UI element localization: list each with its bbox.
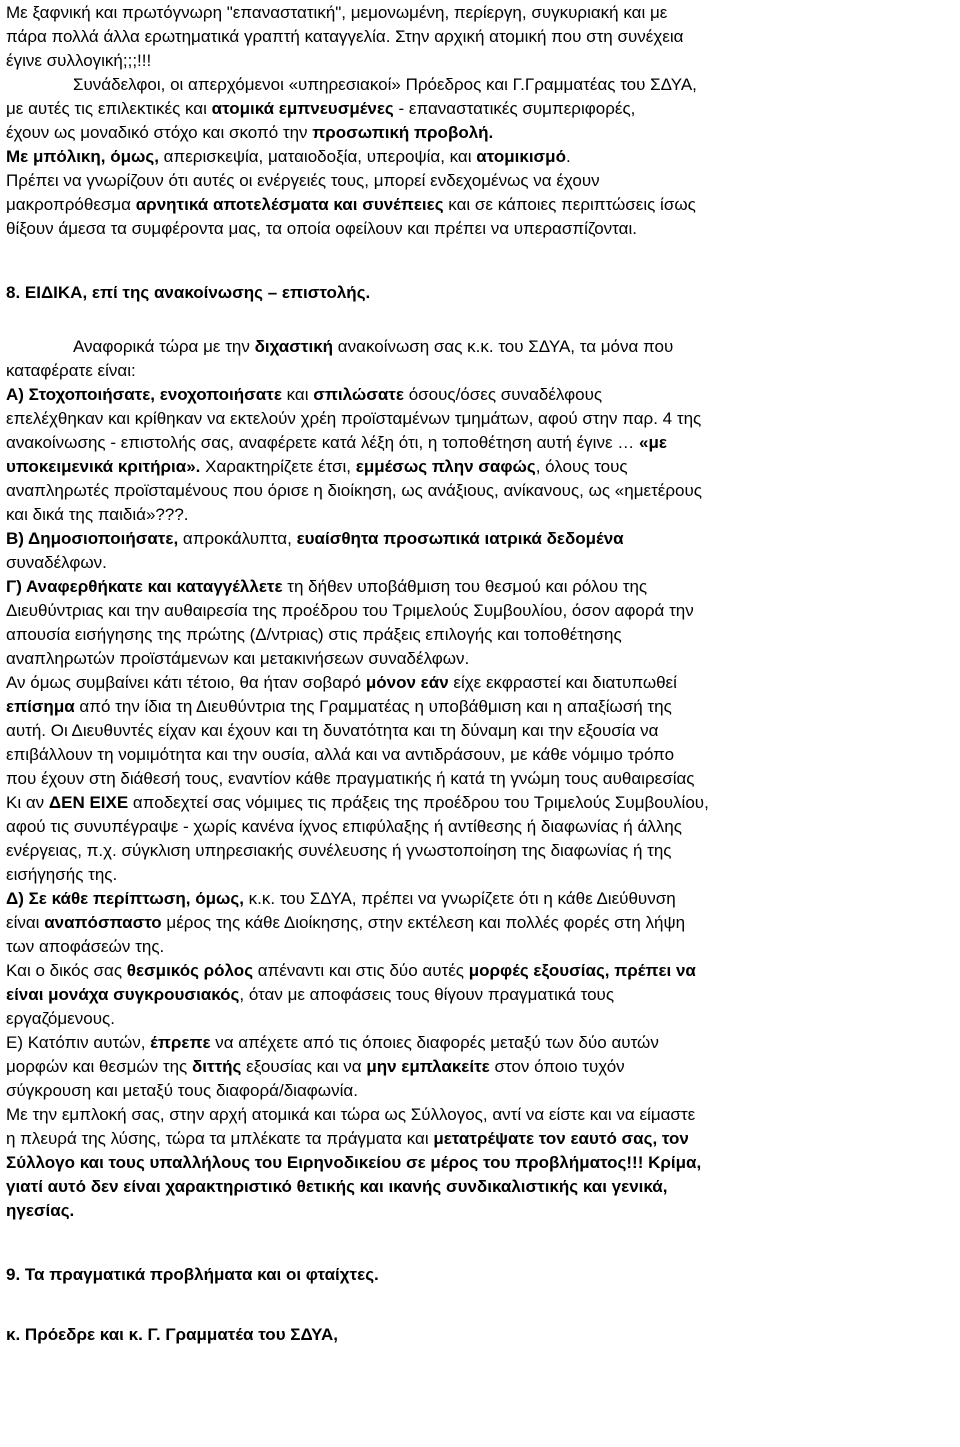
text-line [6,26,683,48]
text-run: σύγκρουση και μεταξύ τους διαφορά/διαφωνία. [6,1081,358,1100]
text-line [6,360,136,382]
text-line [6,170,600,192]
bold-text: Γ) Αναφερθήκατε και καταγγέλλετε [6,577,283,596]
text-run: ανακοίνωση σας κ.κ. του ΣΔΥΑ, τα μόνα που [333,337,674,356]
bold-text: είναι μονάχα συγκρουσιακός [6,985,240,1004]
text-line [6,1324,338,1346]
text-line [6,792,709,814]
text-run: . [565,147,571,166]
bold-text: επίσημα [6,697,75,716]
text-run: Αν όμως συμβαίνει κάτι τέτοιο, θα ήταν σοβαρό [6,673,366,692]
bold-text: ηγεσίας. [6,1201,75,1220]
text-run: αφού τις συνυπέγραψε - χωρίς κανένα ίχνος επιφύλαξης ή αντίθεσης ή διαφωνίας ή άλλης [6,817,682,836]
text-run: όσους/όσες συναδέλφους [403,385,603,404]
text-line [6,2,667,24]
text-line [6,98,635,120]
text-run: μέρος της κάθε Διοίκησης, στην εκτέλεση και πολλές φορές στη λήψη [161,913,686,932]
text-line [6,528,624,550]
bold-text: μορφές εξουσίας, πρέπει να [468,961,696,980]
text-line [6,1128,689,1150]
text-line [6,384,602,406]
bold-text: ευαίσθητα προσωπικά ιατρικά δεδομένα [296,529,624,548]
text-run: Ε) Κατόπιν αυτών, [6,1033,151,1052]
bold-text: γιατί αυτό δεν είναι χαρακτηριστικό θετικής και ικανής συνδικαλιστικής και γενικά, [6,1177,668,1196]
text-line [6,432,667,454]
text-line [6,122,493,144]
text-run: και δικά της παιδιά»???. [6,505,189,524]
text-run: Χαρακτηρίζετε έτσι, [200,457,356,476]
text-line [6,1056,625,1078]
text-run: θίξουν άμεσα τα συμφέροντα μας, τα οποία οφείλουν και πρέπει να υπερασπίζονται. [6,219,637,238]
text-line [6,194,696,216]
bold-text: ΔΕΝ ΕΙΧΕ [48,793,129,812]
text-run: η πλευρά της λύσης, τώρα τα μπλέκατε τα πράγματα και [6,1129,434,1148]
text-run: να απέχετε από τις όποιες διαφορές μεταξύ των δύο αυτών [210,1033,659,1052]
bold-text: προσωπική προβολή. [312,123,494,142]
text-run: , όταν με αποφάσεις τους θίγουν πραγματικά τους [239,985,615,1004]
text-line [6,912,685,934]
text-line [6,864,117,886]
text-line [6,456,628,478]
text-run: συναδέλφων. [6,553,107,572]
bold-text: Δ) Σε κάθε περίπτωση, όμως, [6,889,244,908]
bold-text: 8. ΕΙΔΙΚΑ, επί της ανακοίνωσης – επιστολής. [6,283,371,302]
text-line [6,1264,379,1286]
bold-text: διχαστική [254,337,334,356]
text-line [6,50,151,72]
text-line [6,504,189,526]
text-run: στον όποιο τυχόν [489,1057,625,1076]
bold-text: εμμέσως πλην σαφώς [355,457,536,476]
text-line [6,576,647,598]
text-run: καταφέρατε είναι: [6,361,136,380]
text-run: και [281,385,314,404]
text-run: επιβάλλουν τη νομιμότητα και την ουσία, αλλά και να αντιδράσουν, με κάθε νόμιμο τρόπο [6,745,675,764]
text-run: των αποφάσεών της. [6,937,165,956]
text-run: και σε κάποιες περιπτώσεις ίσως [443,195,696,214]
text-line [6,1104,695,1126]
text-run: ανακοίνωσης - επιστολής σας, αναφέρετε κατά λέξη ότι, η τοποθέτηση αυτή έγινε … [6,433,639,452]
text-run: απερισκεψία, ματαιοδοξία, υπεροψία, και [158,147,477,166]
text-run: αυτή. Οι Διευθυντές είχαν και έχουν και τη δυνατότητα και τη δύναμη και την εξουσία να [6,721,659,740]
bold-text: «με [638,433,667,452]
text-line [6,1200,74,1222]
text-run: μορφών και θεσμών της [6,1057,192,1076]
bold-text: μην εμπλακείτε [366,1057,490,1076]
bold-text: διττής [191,1057,242,1076]
bold-text: ατομικισμό [476,147,566,166]
text-run: είχε εκφραστεί και διατυπωθεί [448,673,677,692]
text-line [6,282,370,304]
bold-text: σπιλώσατε [313,385,404,404]
bold-text: θεσμικός ρόλος [126,961,254,980]
text-line [6,648,469,670]
text-run: από την ίδια τη Διευθύντρια της Γραμματέας η υποβάθμιση και η απαξίωσή της [74,697,672,716]
text-run: με αυτές τις επιλεκτικές και [6,99,212,118]
text-line [6,1152,701,1174]
text-run: αποδεχτεί σας νόμιμες τις πράξεις της προέδρου του Τριμελούς Συμβουλίου, [128,793,709,812]
bold-text: 9. Τα πραγματικά προβλήματα και οι φταίχτες. [6,1265,379,1284]
text-line [6,768,695,790]
text-line [6,744,674,766]
text-run: είναι [6,913,45,932]
text-line [6,600,694,622]
text-line [6,936,164,958]
text-line [6,984,614,1006]
text-run: ενέργειας, π.χ. σύγκλιση υπηρεσιακής συνέλευσης ή γνωστοποίηση της διαφωνίας ή της [6,841,672,860]
text-line [6,480,702,502]
bold-text: Σύλλογο και τους υπαλλήλους του Ειρηνοδικείου σε μέρος του προβλήματος!!! Κρίμα, [6,1153,702,1172]
bold-text: μετατρέψατε τον εαυτό σας, τον [433,1129,689,1148]
text-run: εξουσίας και να [241,1057,367,1076]
text-run: που έχουν στη διάθεσή τους, εναντίον κάθε πραγματικής ή κατά τη γνώμη τους αυθαιρεσίας [6,769,695,788]
text-line [73,74,697,96]
text-run: μακροπρόθεσμα [6,195,136,214]
text-line [6,696,672,718]
text-run: , όλους τους [535,457,628,476]
text-line [6,146,571,168]
text-run: Και ο δικός σας [6,961,127,980]
text-line [6,218,637,240]
text-run: Με ξαφνική και πρωτόγνωρη "επαναστατική", μεμονωμένη, περίεργη, συγκυριακή και με [6,3,668,22]
text-line [6,816,682,838]
text-run: τη δήθεν υποβάθμιση του θεσμού και ρόλου της [282,577,648,596]
bold-text: Με μπόλικη, όμως, [6,147,159,166]
bold-text: Α) Στοχοποιήσατε, ενοχοποιήσατε [6,385,282,404]
text-run: - επαναστατικές συμπεριφορές, [393,99,636,118]
text-run: Αναφορικά τώρα με την [73,337,255,356]
text-line [6,1176,667,1198]
bold-text: μόνον εάν [365,673,449,692]
bold-text: υποκειμενικά κριτήρια». [6,457,201,476]
bold-text: αρνητικά αποτελέσματα και συνέπειες [135,195,444,214]
text-run: Κι αν [6,793,49,812]
text-run: κ.κ. του ΣΔΥΑ, πρέπει να γνωρίζετε ότι η κάθε Διεύθυνση [243,889,676,908]
text-run: επελέχθηκαν και κρίθηκαν να εκτελούν χρέη προϊσταμένων τμημάτων, αφού στην παρ. 4 της [6,409,702,428]
text-line [6,1080,358,1102]
text-run: αναπληρωτών προϊστάμενων και μετακινήσεων συναδέλφων. [6,649,470,668]
text-line [6,408,701,430]
bold-text: αναπόσπαστο [44,913,162,932]
text-line [6,888,676,910]
text-line [6,552,107,574]
text-line [6,840,672,862]
text-run: απροκάλυπτα, [178,529,297,548]
text-line [73,336,673,358]
text-run: έχουν ως μοναδικό στόχο και σκοπό την [6,123,313,142]
text-run: Διευθύντριας και την αυθαιρεσία της προέδρου του Τριμελούς Συμβουλίου, όσον αφορά την [6,601,694,620]
bold-text: Β) Δημοσιοποιήσατε, [6,529,179,548]
text-run: εργαζόμενους. [6,1009,115,1028]
bold-text: κ. Πρόεδρε και κ. Γ. Γραμματέα του ΣΔΥΑ, [6,1325,338,1344]
text-run: Πρέπει να γνωρίζουν ότι αυτές οι ενέργειές τους, μπορεί ενδεχομένως να έχουν [6,171,600,190]
text-line [6,672,677,694]
text-run: Συνάδελφοι, οι απερχόμενοι «υπηρεσιακοί» Πρόεδρος και Γ.Γραμματέας του ΣΔΥΑ, [73,75,697,94]
bold-text: ατομικά εμπνευσμένες [211,99,394,118]
text-run: Με την εμπλοκή σας, στην αρχή ατομικά και τώρα ως Σύλλογος, αντί να είστε και να είμαστε [6,1105,696,1124]
text-run: απουσία εισήγησης της πρώτης (Δ/ντριας) στις πράξεις επιλογής και τοποθέτησης [6,625,622,644]
text-run: πάρα πολλά άλλα ερωτηματικά γραπτή καταγγελία. Στην αρχική ατομική που στη συνέχεια [6,27,684,46]
text-line [6,1032,659,1054]
text-run: αναπληρωτές προϊσταμένους που όρισε η διοίκηση, ως ανάξιους, ανίκανους, ως «ημετέρους [6,481,702,500]
text-run: εισήγησής της. [6,865,118,884]
text-line [6,960,696,982]
text-run: έγινε συλλογική;;;!!! [6,51,152,70]
bold-text: έπρεπε [150,1033,211,1052]
text-line [6,1008,115,1030]
text-run: απέναντι και στις δύο αυτές [253,961,469,980]
text-line [6,720,658,742]
text-line [6,624,622,646]
